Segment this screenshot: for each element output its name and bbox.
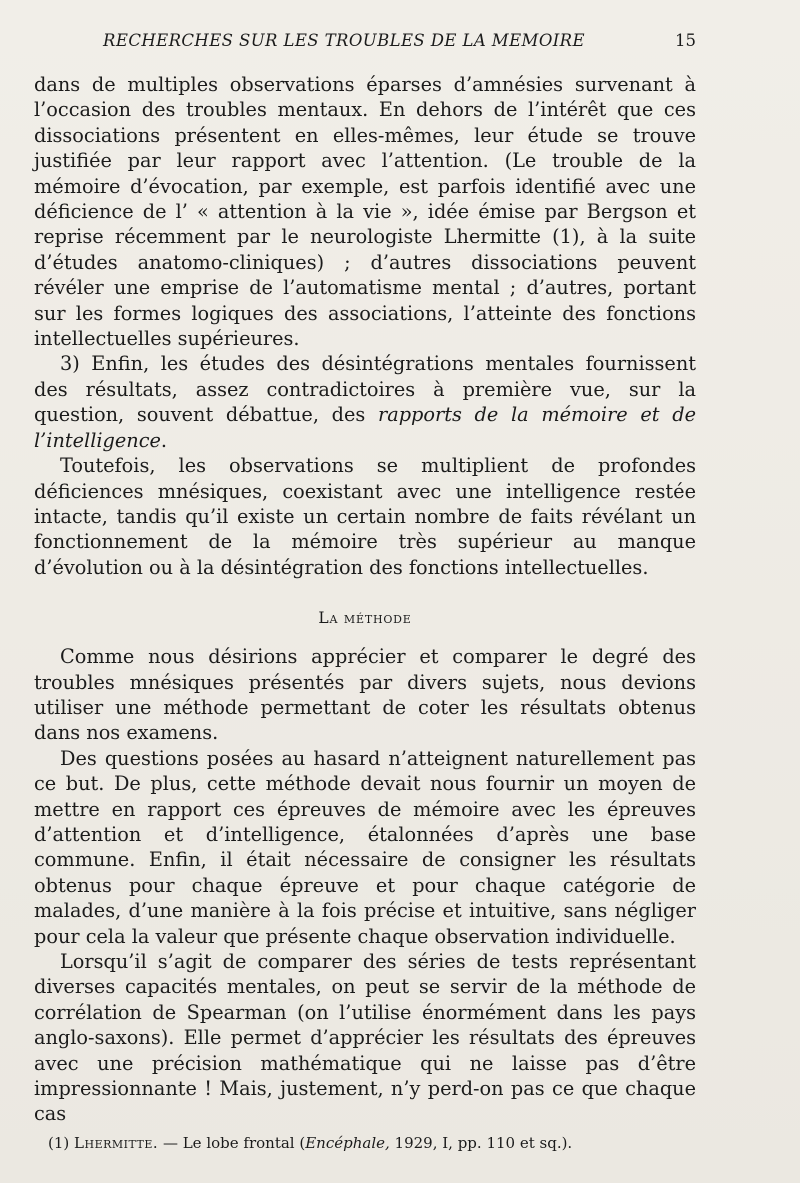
- footnote: [48, 1133, 688, 1153]
- running-head: [34, 30, 696, 52]
- paragraph-text: .: [160, 428, 168, 452]
- emphasis-text: rapports de la mémoire et de l’intelligence: [34, 403, 696, 452]
- paragraph-continuation: dans de multiples observations éparses d’amnésies survenant à l’occasion des troubles mentaux. En dehors de l’intérêt que ces dissociations présentent en elles-mêmes, leur étude se trouve justifiée par leur rapport avec l’attention. (Le trouble de la mémoire d’évocation, par exemple, est parfois identifié avec une déficience de l’ « attention à la vie », idée émise par Bergson et reprise récemment par le neurologiste Lhermitte (1), à la suite d’études anatomo-cliniques) ; d’autres dissociations peuvent révéler une emprise de l’automatisme mental ; d’autres, portant sur les formes logiques des associations, l’atteinte des fonctions intellectuelles supérieures.: [34, 73, 696, 351]
- paragraph-toutefois: Toutefois, les observations se multiplient de profondes déficiences mnésiques, coexistant avec une intelligence restée intacte, tandis qu’il existe un certain nombre de faits révélant un fonctionnement de la mémoire très supérieur au manque d’évolution ou à la désintégration des fonctions intellectuelles.: [34, 454, 696, 579]
- footnote-text: 1929, I, pp. 110 et sq.).: [389, 1134, 573, 1152]
- paragraph-point-3: [34, 351, 696, 453]
- footnote-author: Lhermitte.: [74, 1134, 159, 1152]
- paragraph-text: 3) Enfin, les études des désintégrations mentales fournissent des résultats, assez contradictoires à première vue, sur la question, souvent débattue, des: [34, 352, 696, 427]
- paragraph-method: Des questions posées au hasard n’atteignent naturellement pas ce but. De plus, cette méthode devait nous fournir un moyen de mettre en rapport ces épreuves de mémoire avec les épreuves d’attention et d’intelligence, étalonnées d’après une base commune. Enfin, il était nécessaire de consigner les résultats obtenus pour chaque épreuve et pour chaque catégorie de malades, d’une manière à la fois précise et intuitive, sans négliger pour cela la valeur que présente chaque observation individuelle.: [34, 746, 696, 948]
- paragraph-method: Lorsqu’il s’agit de comparer des séries de tests représentant diverses capacités mentales, on peut se servir de la méthode de corrélation de Spearman (on l’utilise énormément dans les pays anglo-saxons). Elle permet d’apprécier les résultats des épreuves avec une précision mathématique qui ne laisse pas d’être impressionnante ! Mais, justement, n’y perd-on pas ce que chaque cas: [34, 950, 696, 1126]
- footnote-marker: (1): [48, 1134, 70, 1152]
- paragraph-method: Comme nous désirions apprécier et comparer le degré des troubles mnésiques présentés par divers sujets, nous devions utiliser une méthode permettant de coter les résultats obtenus dans nos examens.: [34, 645, 696, 745]
- body-text: [34, 72, 696, 1127]
- footnote-text: — Le lobe frontal (: [158, 1134, 306, 1152]
- section-heading: La méthode: [318, 609, 412, 628]
- running-title: RECHERCHES SUR LES TROUBLES DE LA MEMOIRE: [103, 31, 585, 50]
- page-number: 15: [675, 31, 696, 50]
- footnote-journal: Encéphale,: [305, 1134, 390, 1152]
